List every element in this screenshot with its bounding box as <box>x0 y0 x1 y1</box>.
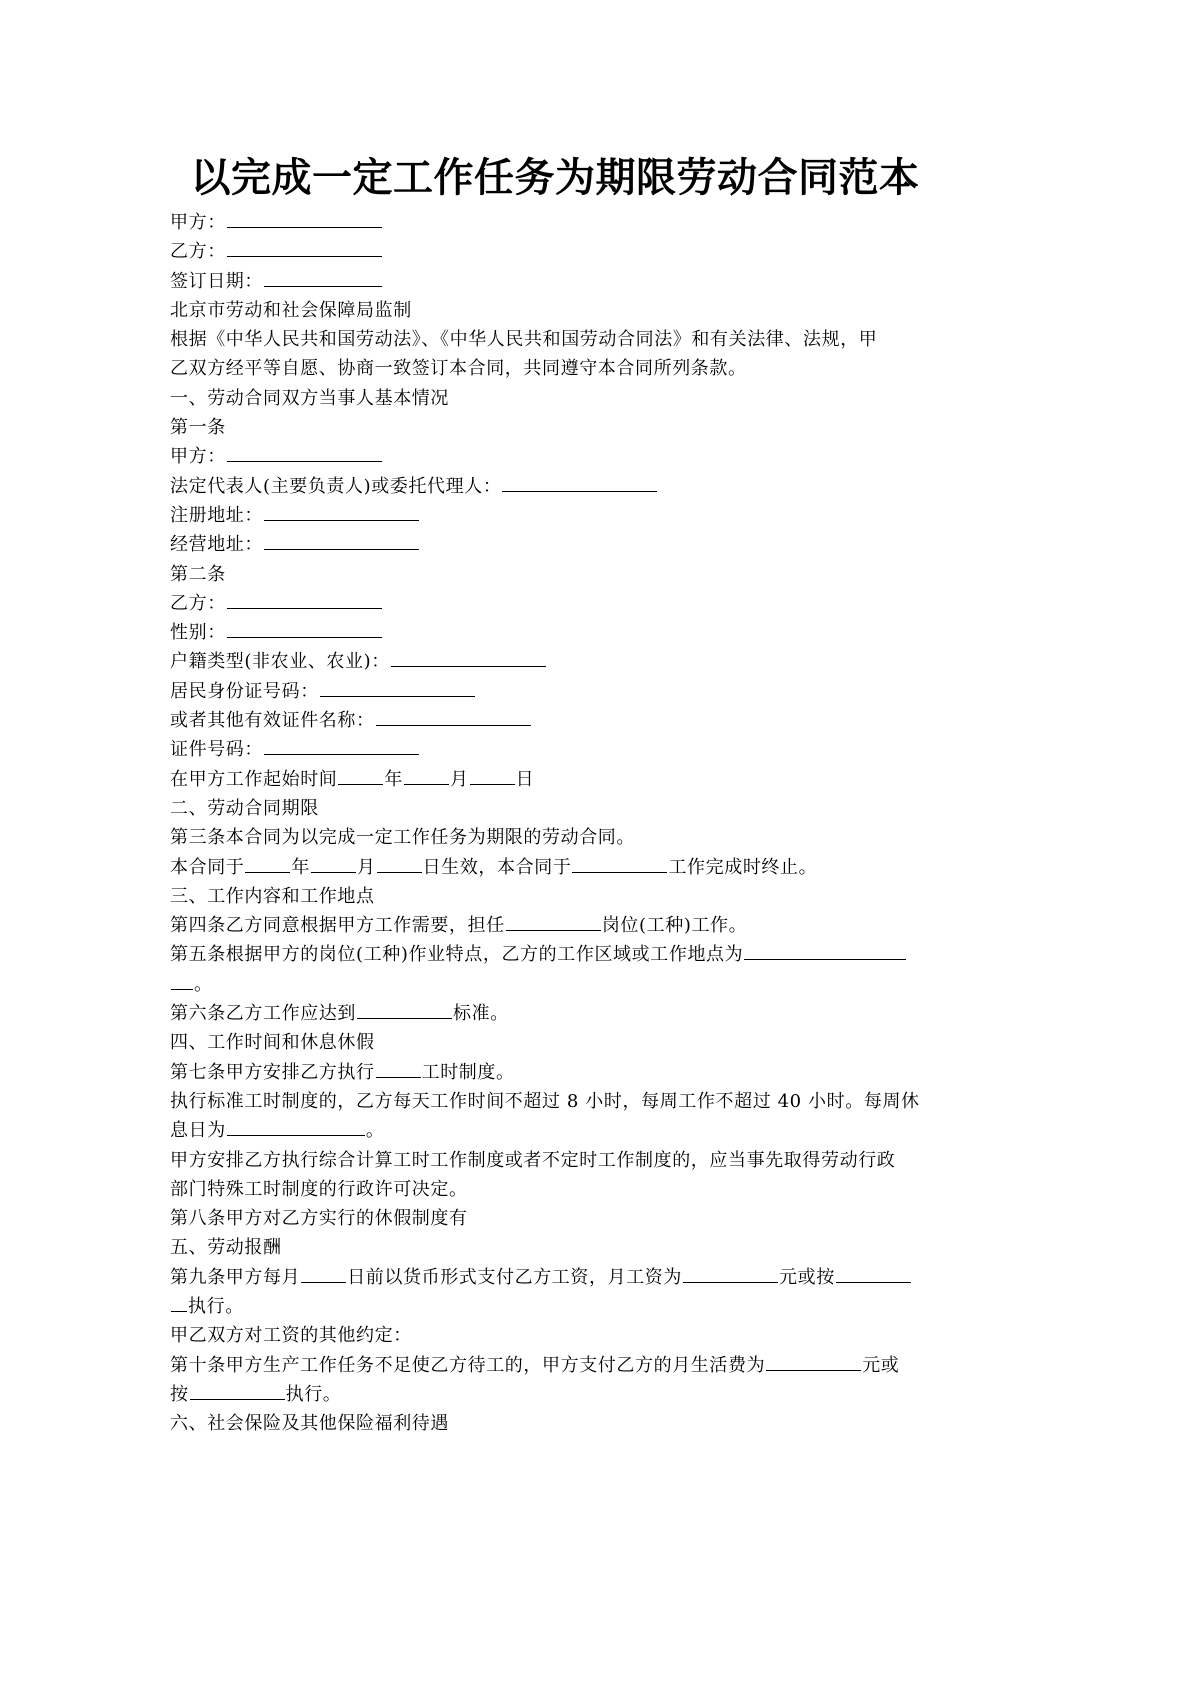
text-segment: 执行。 <box>188 1295 244 1317</box>
text-segment: 年 <box>384 768 404 790</box>
fill-in-blank[interactable] <box>572 855 667 873</box>
text-segment: 本合同于 <box>170 856 245 878</box>
paragraph-line <box>170 1175 942 1204</box>
paragraph-line <box>170 1204 942 1233</box>
text-segment: 第九条甲方每月 <box>170 1266 301 1288</box>
fill-in-blank[interactable] <box>338 767 383 785</box>
section-heading <box>170 1409 942 1438</box>
paragraph-line <box>170 1263 942 1292</box>
paragraph-line <box>170 325 942 354</box>
text-segment: 岗位(工种)工作。 <box>601 915 748 937</box>
text-segment: 。 <box>194 973 213 995</box>
field-label: 法定代表人(主要负责人)或委托代理人： <box>170 475 502 497</box>
fill-in-blank[interactable] <box>171 972 193 990</box>
fill-in-blank[interactable] <box>506 913 601 931</box>
form-field-line <box>170 472 942 501</box>
text-segment: 月 <box>357 856 376 878</box>
form-field-line <box>170 237 942 266</box>
fill-in-blank[interactable] <box>502 474 657 492</box>
paragraph-text: 甲乙双方对工资的其他约定： <box>170 1325 412 1347</box>
paragraph-text: 甲方安排乙方执行综合计算工时工作制度或者不定时工作制度的，应当事先取得劳动行政 <box>170 1149 896 1171</box>
field-label: 乙方： <box>170 241 226 263</box>
section-heading <box>170 384 942 413</box>
paragraph-line <box>170 853 942 882</box>
section-heading <box>170 882 942 911</box>
paragraph-text: 第一条 <box>170 417 226 439</box>
form-field-line <box>170 530 942 559</box>
form-field-line <box>170 706 942 735</box>
paragraph-text: 第八条甲方对乙方实行的休假制度有 <box>170 1208 468 1230</box>
text-segment: 标准。 <box>453 1003 509 1025</box>
fill-in-blank[interactable] <box>357 1001 452 1019</box>
section-heading <box>170 794 942 823</box>
fill-in-blank[interactable] <box>264 532 419 550</box>
form-field-line <box>170 735 942 764</box>
paragraph-text: 北京市劳动和社会保障局监制 <box>170 299 412 321</box>
fill-in-blank[interactable] <box>836 1265 911 1283</box>
text-segment: 第五条根据甲方的岗位(工种)作业特点，乙方的工作区域或工作地点为 <box>170 944 744 966</box>
fill-in-blank[interactable] <box>264 269 382 287</box>
paragraph-line <box>170 1321 942 1350</box>
document-body <box>170 208 942 1438</box>
fill-in-blank[interactable] <box>376 708 531 726</box>
text-segment: 。 <box>365 1120 385 1142</box>
text-segment: 日前以货币形式支付乙方工资，月工资为 <box>347 1266 683 1288</box>
text-segment: 工作完成时终止。 <box>668 856 818 878</box>
section-heading <box>170 1028 942 1057</box>
paragraph-line <box>170 1292 942 1321</box>
paragraph-line <box>170 560 942 589</box>
paragraph-text: 部门特殊工时制度的行政许可决定。 <box>170 1178 468 1200</box>
paragraph-line <box>170 823 942 852</box>
paragraph-line <box>170 911 942 940</box>
paragraph-text: 根据《中华人民共和国劳动法》、《中华人民共和国劳动合同法》和有关法律、法规，甲 <box>170 329 878 351</box>
field-label: 经营地址： <box>170 534 263 556</box>
paragraph-text: 第二条 <box>170 563 226 585</box>
text-segment: 日 <box>515 768 535 790</box>
heading-text: 三、工作内容和工作地点 <box>170 885 375 907</box>
form-field-line <box>170 647 942 676</box>
heading-text: 六、社会保险及其他保险福利待遇 <box>170 1413 449 1435</box>
fill-in-blank[interactable] <box>470 767 515 785</box>
paragraph-line <box>170 1380 942 1409</box>
paragraph-line <box>170 765 942 794</box>
field-label: 或者其他有效证件名称： <box>170 710 375 732</box>
fill-in-blank[interactable] <box>744 942 906 960</box>
paragraph-line <box>170 970 942 999</box>
fill-in-blank[interactable] <box>227 210 382 228</box>
paragraph-line <box>170 940 942 969</box>
fill-in-blank[interactable] <box>264 737 419 755</box>
field-label: 乙方： <box>170 592 226 614</box>
paragraph-text: 执行标准工时制度的，乙方每天工作时间不超过 8 小时，每周工作不超过 40 小时。每周休 <box>170 1090 920 1112</box>
field-label: 性别： <box>170 622 226 644</box>
field-label: 甲方： <box>170 212 226 233</box>
fill-in-blank[interactable] <box>376 1060 421 1078</box>
field-label: 签订日期： <box>170 270 263 292</box>
text-segment: 第十条甲方生产工作任务不足使乙方待工的，甲方支付乙方的月生活费为 <box>170 1354 766 1376</box>
text-segment: 第四条乙方同意根据甲方工作需要，担任 <box>170 915 505 937</box>
form-field-line <box>170 501 942 530</box>
form-field-line <box>170 208 942 237</box>
form-field-line <box>170 618 942 647</box>
text-segment: 日生效，本合同于 <box>422 856 572 878</box>
fill-in-blank[interactable] <box>227 620 382 638</box>
fill-in-blank[interactable] <box>264 503 419 521</box>
text-segment: 月 <box>450 768 469 790</box>
form-field-line <box>170 267 942 296</box>
heading-text: 五、劳动报酬 <box>170 1237 282 1259</box>
fill-in-blank[interactable] <box>311 855 356 873</box>
field-label: 甲方： <box>170 446 226 468</box>
form-field-line <box>170 442 942 471</box>
text-segment: 在甲方工作起始时间 <box>170 768 338 790</box>
paragraph-line <box>170 1146 942 1175</box>
fill-in-blank[interactable] <box>227 591 382 609</box>
fill-in-blank[interactable] <box>683 1265 778 1283</box>
paragraph-text: 第三条本合同为以完成一定工作任务为期限的劳动合同。 <box>170 827 635 849</box>
paragraph-line <box>170 296 942 325</box>
text-segment: 工时制度。 <box>421 1061 515 1083</box>
paragraph-text: 乙双方经平等自愿、协商一致签订本合同，共同遵守本合同所列条款。 <box>170 358 747 380</box>
fill-in-blank[interactable] <box>190 1382 285 1400</box>
fill-in-blank[interactable] <box>171 1294 187 1312</box>
paragraph-line <box>170 1058 942 1087</box>
fill-in-blank[interactable] <box>227 1118 365 1136</box>
fill-in-blank[interactable] <box>766 1353 861 1371</box>
fill-in-blank[interactable] <box>377 855 422 873</box>
text-segment: 第六条乙方工作应达到 <box>170 1003 356 1025</box>
fill-in-blank[interactable] <box>404 767 449 785</box>
text-segment: 第七条甲方安排乙方执行 <box>170 1061 375 1083</box>
paragraph-line <box>170 354 942 383</box>
fill-in-blank[interactable] <box>227 444 382 462</box>
fill-in-blank[interactable] <box>301 1265 346 1283</box>
heading-text: 一、劳动合同双方当事人基本情况 <box>170 387 449 409</box>
fill-in-blank[interactable] <box>320 679 475 697</box>
text-segment: 息日为 <box>170 1120 226 1142</box>
paragraph-line <box>170 1116 942 1145</box>
section-heading <box>170 1233 942 1262</box>
fill-in-blank[interactable] <box>391 649 546 667</box>
heading-text: 四、工作时间和休息休假 <box>170 1032 375 1054</box>
paragraph-line <box>170 1087 942 1116</box>
field-label: 户籍类型(非农业、农业)： <box>170 651 390 673</box>
text-segment: 按 <box>170 1383 189 1405</box>
form-field-line <box>170 677 942 706</box>
field-label: 注册地址： <box>170 504 263 526</box>
text-segment: 元或 <box>862 1354 900 1376</box>
text-segment: 元或按 <box>779 1266 835 1288</box>
text-segment: 执行。 <box>285 1383 342 1405</box>
field-label: 居民身份证号码： <box>170 680 319 702</box>
form-field-line <box>170 589 942 618</box>
document-title: 以完成一定工作任务为期限劳动合同范本 <box>190 155 920 201</box>
text-segment: 年 <box>291 856 311 878</box>
paragraph-line <box>170 999 942 1028</box>
heading-text: 二、劳动合同期限 <box>170 797 319 819</box>
paragraph-line <box>170 413 942 442</box>
field-label: 证件号码： <box>170 739 263 761</box>
fill-in-blank[interactable] <box>245 855 290 873</box>
paragraph-line <box>170 1351 942 1380</box>
fill-in-blank[interactable] <box>227 239 382 257</box>
